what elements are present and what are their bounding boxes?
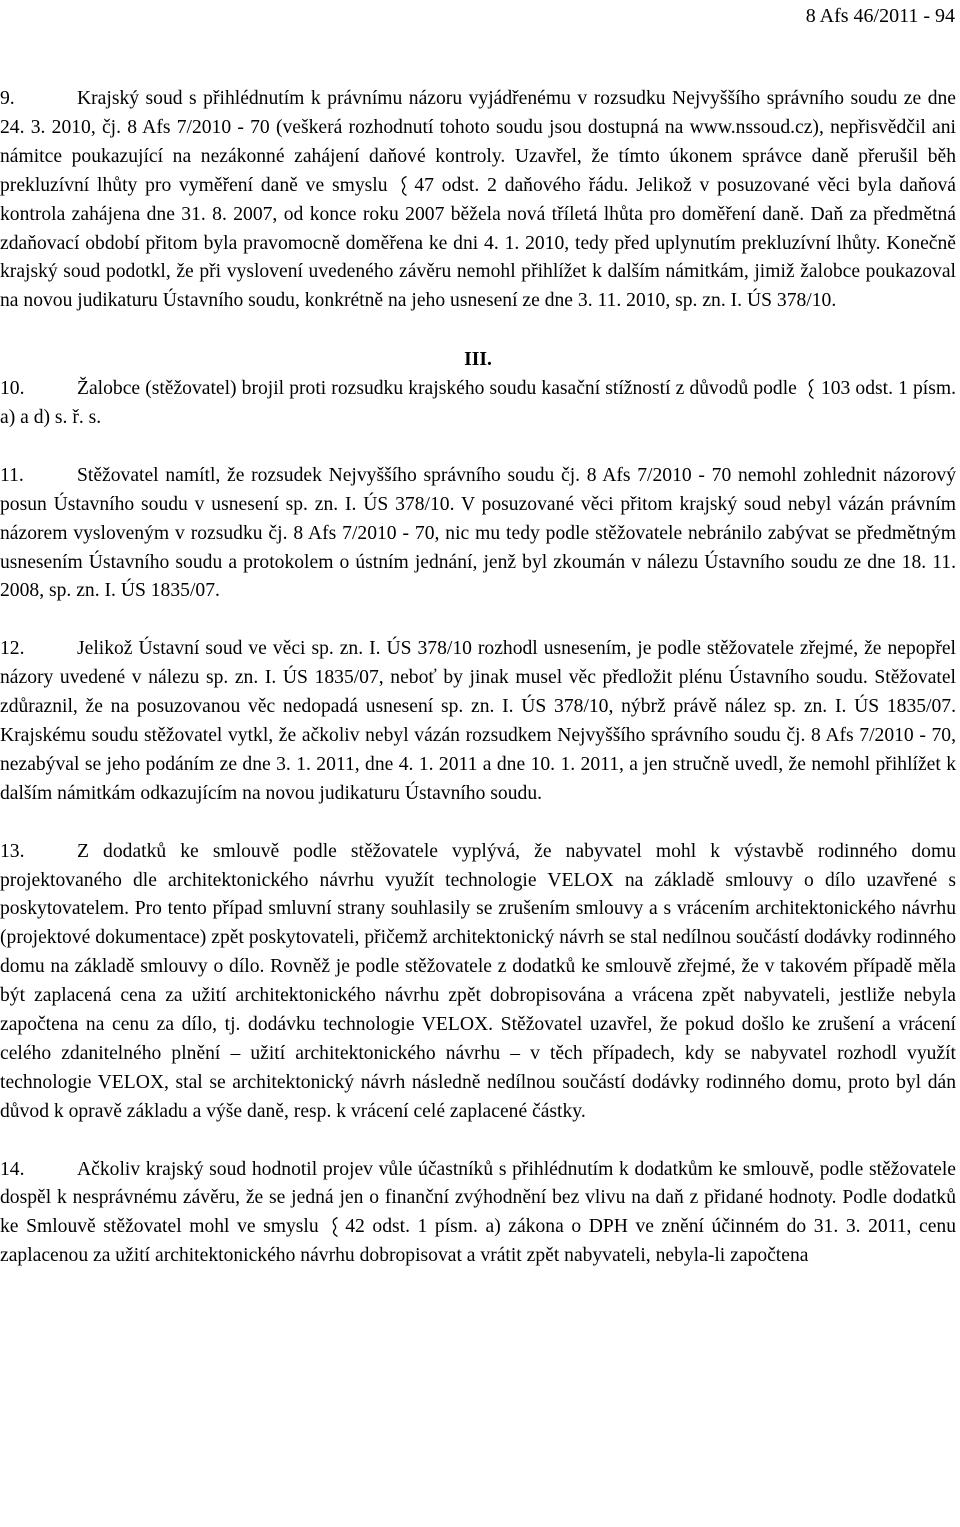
paragraph-10 bbox=[0, 375, 956, 433]
paragraph-text: Z dodatků ke smlouvě podle stěžovatele vyplývá, že nabyvatel mohl k výstavbě rodinného domu projektovaného dle architektonického návrhu využít technologie VELOX na základě smlouvy o dílo uzavřené s poskytovatelem. Pro tento případ smluvní strany souhlasily se zrušením smlouvy a s vrácením architektonického návrhu (projektové dokumentace) zpět poskytovateli, přičemž architektonický návrh se stal nedílnou součástí dodávky rodinného domu na základě smlouvy o dílo. Rovněž je podle stěžovatele z dodatků ke smlouvě zřejmé, že v takovém případě měla být zaplacená cena za užití architektonického návrhu zpět dobropisována a vrácena zpět nabyvateli, jestliže nebyla započtena na cenu za dílo, tj. dodávku technologie VELOX. Stěžovatel uzavřel, že pokud došlo ke zrušení a vrácení celého zdanitelného plnění – užití architektonického návrhu – v těch případech, kdy se nabyvatel rozhodl využít technologie VELOX, stal se architektonický návrh následně nedílnou součástí dodávky rodinného domu, proto byl dán důvod k opravě základu a výše daně, resp. k vrácení celé zaplacené částky. bbox=[0, 840, 956, 1122]
document-body bbox=[0, 85, 956, 1271]
paragraph-text: Žalobce (stěžovatel) brojil proti rozsudku krajského soudu kasační stížností z důvodů podle bbox=[77, 378, 797, 400]
paragraph-number: 10. bbox=[0, 378, 25, 400]
paragraph-number: 9. bbox=[0, 88, 15, 109]
paragraph-13 bbox=[0, 838, 956, 1127]
paragraph-text: Jelikož Ústavní soud ve věci sp. zn. I. ÚS 378/10 rozhodl usnesením, je podle stěžovatele zřejmé, že nepopřel názory uvedené v nálezu sp. zn. I. ÚS 1835/07, neboť by jinak musel věc předložit plénu Ústavního soudu. Stěžovatel zdůraznil, že na posuzovanou věc nedopadá usnesení sp. zn. I. ÚS 378/10, nýbrž právě nález sp. zn. I. ÚS 1835/07. Krajskému soudu stěžovatel vytkl, že ačkoliv nebyl vázán rozsudkem Nejvyššího správního soudu čj. 8 Afs 7/2010 - 70, nezabýval se jeho podáním ze dne 3. 1. 2011, dne 4. 1. 2011 a dne 10. 1. 2011, a jen stručně uvedl, že nemohl přihlížet k dalším námitkám odkazujícím na novou judikaturu Ústavního soudu. bbox=[0, 638, 956, 804]
paragraph-text: Krajský soud s přihlédnutím k právnímu názoru vyjádřenému v rozsudku Nejvyššího správního soudu ze dne 24. 3. 2010, čj. 8 Afs 7/2010 - 70 (veškerá rozhodnutí tohoto soudu jsou dostupná na www.nssoud.cz), nepřisvědčil ani námitce poukazující na nezákonné zahájení daňové kontroly. Uzavřel, že tímto úkonem správce daně přerušil běh prekluzívní lhůty pro vyměření daně ve smyslu bbox=[0, 88, 956, 196]
section-sign-icon bbox=[399, 175, 408, 195]
section-heading: III. bbox=[464, 349, 492, 371]
section-sign-icon bbox=[330, 1216, 339, 1236]
paragraph-number: 12. bbox=[0, 638, 25, 660]
paragraph-text-continued: 103 odst. 1 písm. a) a d) s. ř. s. bbox=[0, 378, 956, 429]
paragraph-number: 11. bbox=[0, 464, 24, 486]
paragraph-14 bbox=[0, 1156, 956, 1272]
paragraph-11 bbox=[0, 462, 956, 607]
paragraph-text: Stěžovatel namítl, že rozsudek Nejvyššího správního soudu čj. 8 Afs 7/2010 - 70 nemohl zohlednit názorový posun Ústavního soudu v usnesení sp. zn. I. ÚS 378/10. V posuzované věci přitom krajský soud nebyl vázán právním názorem vysloveným v rozsudku čj. 8 Afs 7/2010 - 70, nic mu tedy podle stěžovatele nebránilo zabývat se předmětným usnesením Ústavního soudu a protokolem o ústním jednání, jenž byl zkoumán v nálezu Ústavního soudu ze dne 18. 11. 2008, sp. zn. I. ÚS 1835/07. bbox=[0, 464, 956, 602]
paragraph-text-continued: 42 odst. 1 písm. a) zákona o DPH ve znění účinném do 31. 3. 2011, cenu zaplacenou za užití architektonického návrhu dobropisovat a vrátit zpět nabyvateli, nebyla-li započtena bbox=[0, 1216, 956, 1267]
paragraph-text: Ačkoliv krajský soud hodnotil projev vůle účastníků s přihlédnutím k dodatkům ke smlouvě, podle stěžovatele dospěl k nesprávnému závěru, že se jedná jen o finanční zvýhodnění bez vlivu na daň z přidané hodnoty. Podle dodatků ke Smlouvě stěžovatel mohl ve smyslu bbox=[0, 1158, 956, 1238]
paragraph-9 bbox=[0, 85, 956, 316]
paragraph-12 bbox=[0, 635, 956, 808]
paragraph-number: 14. bbox=[0, 1158, 25, 1180]
section-sign-icon bbox=[806, 378, 815, 398]
paragraph-number: 13. bbox=[0, 840, 25, 862]
paragraph-text-continued: 47 odst. 2 daňového řádu. Jelikož v posuzované věci byla daňová kontrola zahájena dne 31. 8. 2007, od konce roku 2007 běžela nová tříletá lhůta pro doměření daně. Daň za předmětná zdaňovací období přitom byla pravomocně doměřena ke dni 4. 1. 2010, tedy před uplynutím prekluzívní lhůty. Konečně krajský soud podotkl, že při vyslovení uvedeného závěru nemohl přihlížet k dalším námitkám, jimiž žalobce poukazoval na novou judikaturu Ústavního soudu, konkrétně na jeho usnesení ze dne 3. 11. 2010, sp. zn. I. ÚS 378/10. bbox=[0, 174, 956, 312]
case-reference: 8 Afs 46/2011 - 94 bbox=[805, 5, 955, 27]
